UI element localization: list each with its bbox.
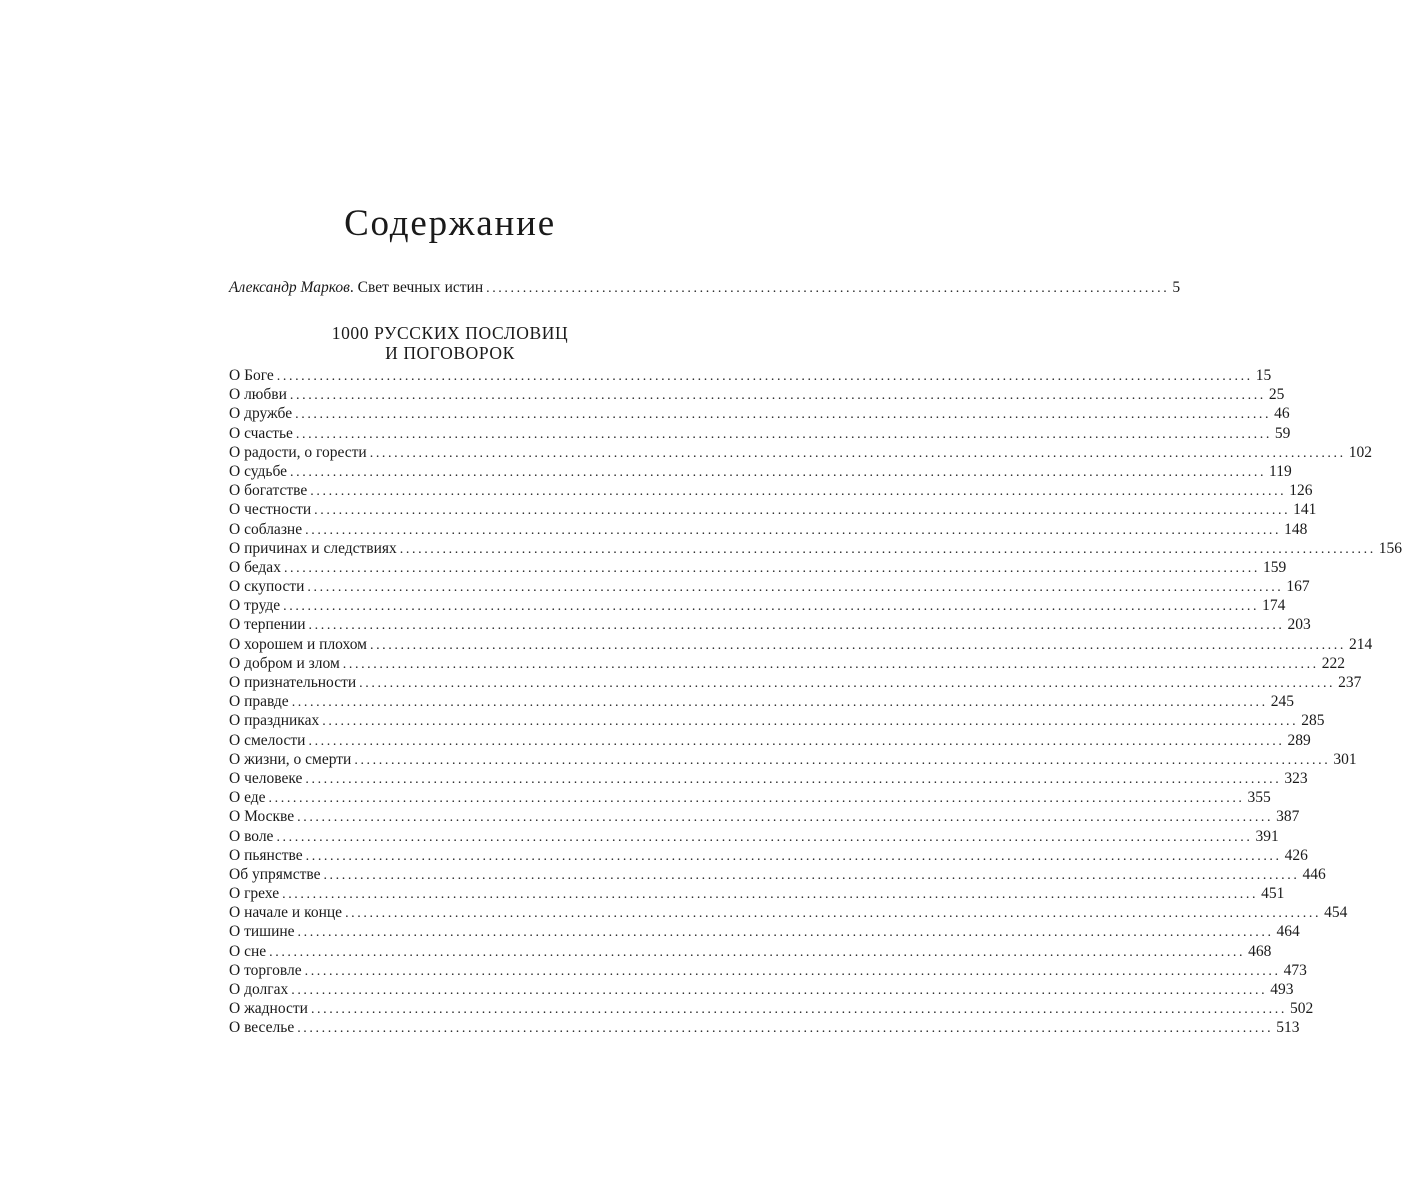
toc-entry-page-number: 222 — [1321, 654, 1346, 672]
toc-entry-title: О Москве — [229, 808, 295, 826]
toc-entry-title: О хорошем и плохом — [229, 635, 367, 653]
dot-leader: ................................................................................................................................................................ — [354, 752, 1331, 768]
toc-entry-page-number: 391 — [1255, 827, 1279, 845]
intro-separator: . — [349, 279, 358, 296]
dot-leader: ................................................................................................................................................................ — [305, 771, 1282, 787]
toc-entry-page-number: 148 — [1284, 520, 1308, 538]
intro-title: Свет вечных истин — [357, 279, 484, 296]
toc-entry[interactable] — [229, 903, 1348, 922]
toc-entry[interactable] — [229, 692, 1294, 711]
toc-entry-page-number: 323 — [1284, 769, 1308, 787]
toc-entry[interactable] — [229, 922, 1300, 941]
dot-leader: ................................................................................................................................................................ — [282, 887, 1259, 903]
toc-entry-page-number: 446 — [1302, 865, 1326, 883]
toc-entry[interactable] — [229, 385, 1285, 404]
toc-entry-page-number: 468 — [1248, 942, 1272, 960]
toc-entry-title: О соблазне — [229, 520, 303, 538]
section-heading-line-2: И ПОГОВОРОК — [385, 343, 515, 363]
dot-leader: ................................................................................................................................................................ — [399, 541, 1376, 557]
toc-entry-title: О торговле — [229, 961, 302, 979]
toc-entry-page-number: 156 — [1378, 539, 1402, 557]
toc-entry-page-number: 355 — [1247, 789, 1271, 807]
toc-entry-title: О скупости — [229, 578, 305, 596]
intro-row[interactable] — [229, 277, 1181, 299]
toc-entry[interactable] — [229, 865, 1326, 884]
toc-entry-title: О еде — [229, 789, 266, 807]
toc-entry-page-number: 203 — [1287, 616, 1311, 634]
dot-leader: ................................................................................................................................................................ — [310, 484, 1287, 500]
toc-entry[interactable] — [229, 884, 1285, 903]
toc-entry-title: О пьянстве — [229, 846, 303, 864]
toc-entry-page-number: 15 — [1255, 367, 1272, 384]
dot-leader: ................................................................................................................................................................ — [305, 848, 1282, 864]
toc-entry-title: О бедах — [229, 558, 281, 576]
toc-entry[interactable] — [229, 615, 1311, 634]
toc-entry-title: Об упрямстве — [229, 865, 321, 883]
toc-entry[interactable] — [229, 577, 1310, 596]
intro-label — [229, 277, 486, 299]
dot-leader: ................................................................................................................................................................ — [308, 733, 1285, 749]
toc-entry-page-number: 493 — [1270, 981, 1294, 998]
dot-leader: ................................................................................................................................................................ — [297, 925, 1274, 941]
page-title: Содержание — [344, 203, 556, 244]
dot-leader: ................................................................................................................................................................ — [342, 656, 1319, 672]
toc-entry-title: О честности — [229, 501, 312, 519]
dot-leader: ................................................................................................................................................................ — [276, 829, 1253, 845]
toc-entry-page-number: 473 — [1283, 961, 1307, 979]
toc-entry-title: О жадности — [229, 1000, 308, 1018]
toc-entry-title: О сне — [229, 942, 267, 960]
toc-entry-title: О радости, о горести — [229, 443, 367, 461]
toc-entry-page-number: 285 — [1301, 712, 1325, 730]
section-heading-line-1: 1000 РУССКИХ ПОСЛОВИЦ — [331, 323, 569, 343]
dot-leader: ................................................................................................................................................................ — [269, 944, 1246, 960]
toc-entry[interactable] — [229, 1018, 1300, 1037]
dot-leader: ................................................................................................................................................................ — [322, 714, 1299, 730]
dot-leader: ................................................................................................................................................................ — [276, 369, 1253, 384]
toc-entry[interactable] — [229, 366, 1272, 385]
dot-leader: ................................................................................................................ — [486, 281, 1170, 296]
toc-entry[interactable] — [229, 481, 1313, 500]
dot-leader: ................................................................................................................................................................ — [310, 1002, 1287, 1018]
toc-entry-page-number: 167 — [1286, 578, 1310, 596]
toc-entry[interactable] — [229, 539, 1402, 558]
dot-leader: ................................................................................................................................................................ — [359, 676, 1336, 691]
toc-entry-title: О воле — [229, 827, 274, 845]
dot-leader: ................................................................................................................................................................ — [308, 618, 1285, 634]
dot-leader: ................................................................................................................................................................ — [291, 983, 1268, 998]
toc-entry[interactable] — [229, 558, 1287, 577]
toc-entry[interactable] — [229, 827, 1279, 846]
toc-entry-title: О признательности — [229, 674, 357, 691]
toc-entry[interactable] — [229, 462, 1292, 481]
toc-entry[interactable] — [229, 999, 1314, 1018]
toc-entry-title: О грехе — [229, 885, 280, 903]
toc-entry-page-number: 464 — [1276, 923, 1300, 941]
toc-entry-title: О смелости — [229, 731, 306, 749]
toc-entry-title: О жизни, о смерти — [229, 750, 352, 768]
section-heading — [0, 323, 900, 363]
dot-leader: ................................................................................................................................................................ — [297, 810, 1274, 826]
toc-entry[interactable] — [229, 731, 1311, 750]
toc-entry[interactable] — [229, 424, 1291, 443]
toc-entry-page-number: 174 — [1262, 597, 1286, 615]
toc-entry-title: О судьбе — [229, 462, 288, 480]
chapter-list — [229, 366, 1402, 1038]
toc-entry-page-number: 119 — [1269, 462, 1292, 480]
toc-entry-title: О любви — [229, 386, 287, 404]
dot-leader: ................................................................................................................................................................ — [291, 695, 1268, 711]
intro-entry — [229, 277, 1181, 299]
toc-entry[interactable] — [229, 980, 1294, 999]
toc-entry[interactable] — [229, 846, 1308, 865]
dot-leader: ................................................................................................................................................................ — [283, 599, 1260, 615]
toc-entry-page-number: 502 — [1289, 1000, 1314, 1018]
toc-entry-title: О причинах и следствиях — [229, 539, 397, 557]
toc-entry[interactable] — [229, 807, 1300, 826]
toc-entry-page-number: 46 — [1274, 405, 1290, 423]
toc-entry-page-number: 237 — [1338, 674, 1362, 691]
toc-entry-title: О начале и конце — [229, 904, 343, 922]
intro-page-number: 5 — [1172, 279, 1181, 296]
dot-leader: ................................................................................................................................................................ — [283, 560, 1260, 576]
dot-leader: ................................................................................................................................................................ — [290, 464, 1267, 480]
toc-entry-page-number: 426 — [1284, 846, 1308, 864]
toc-entry-title: О труде — [229, 597, 281, 615]
toc-entry-title: О дружбе — [229, 405, 293, 423]
dot-leader: ................................................................................................................................................................ — [307, 580, 1284, 596]
toc-entry-page-number: 126 — [1289, 482, 1313, 500]
dot-leader: ................................................................................................................................................................ — [297, 1021, 1274, 1037]
toc-entry-title: О терпении — [229, 616, 306, 634]
dot-leader: ................................................................................................................................................................ — [304, 963, 1281, 979]
intro-author: Александр Марков — [229, 279, 350, 296]
dot-leader: ................................................................................................................................................................ — [369, 445, 1346, 461]
toc-entry-page-number: 289 — [1287, 731, 1311, 749]
toc-entry-title: О правде — [229, 693, 289, 711]
toc-entry-title: О долгах — [229, 981, 289, 998]
toc-entry-title: О тишине — [229, 923, 295, 941]
dot-leader: ................................................................................................................................................................ — [295, 426, 1272, 442]
toc-entry[interactable] — [229, 596, 1286, 615]
toc-entry[interactable] — [229, 635, 1373, 654]
toc-entry-page-number: 387 — [1276, 808, 1300, 826]
toc-entry-title: О веселье — [229, 1019, 295, 1037]
toc-entry-page-number: 25 — [1268, 386, 1285, 404]
toc-entry[interactable] — [229, 750, 1357, 769]
toc-entry-page-number: 214 — [1348, 635, 1373, 653]
toc-entry-page-number: 245 — [1270, 693, 1294, 711]
toc-entry[interactable] — [229, 520, 1308, 539]
toc-entry-page-number: 141 — [1293, 501, 1317, 519]
toc-entry[interactable] — [229, 404, 1290, 423]
dot-leader: ................................................................................................................................................................ — [289, 388, 1266, 404]
toc-entry[interactable] — [229, 443, 1372, 462]
toc-entry[interactable] — [229, 769, 1308, 788]
dot-leader: ................................................................................................................................................................ — [323, 867, 1300, 883]
toc-entry-title: О счастье — [229, 424, 293, 442]
toc-entry[interactable] — [229, 711, 1325, 730]
toc-entry-page-number: 454 — [1324, 904, 1348, 922]
toc-entry-title: О добром и злом — [229, 654, 340, 672]
toc-entry-page-number: 102 — [1348, 443, 1372, 461]
toc-entry-page-number: 159 — [1262, 558, 1287, 576]
toc-entry[interactable] — [229, 673, 1362, 692]
dot-leader: ................................................................................................................................................................ — [305, 522, 1282, 538]
dot-leader: ................................................................................................................................................................ — [295, 407, 1272, 423]
toc-entry[interactable] — [229, 961, 1307, 980]
toc-entry[interactable] — [229, 788, 1271, 807]
dot-leader: ................................................................................................................................................................ — [268, 791, 1245, 807]
toc-entry[interactable] — [229, 500, 1317, 519]
toc-entry-title: О Боге — [229, 367, 274, 384]
toc-entry-title: О человеке — [229, 769, 303, 787]
toc-entry[interactable] — [229, 654, 1346, 673]
toc-entry-page-number: 59 — [1274, 424, 1291, 442]
toc-entry-page-number: 513 — [1276, 1019, 1300, 1037]
dot-leader: ................................................................................................................................................................ — [369, 637, 1346, 653]
toc-entry[interactable] — [229, 942, 1272, 961]
toc-entry-page-number: 451 — [1261, 885, 1285, 903]
toc-entry-title: О праздниках — [229, 712, 320, 730]
toc-entry-title: О богатстве — [229, 482, 308, 500]
toc-entry-page-number: 301 — [1333, 750, 1357, 768]
dot-leader: ................................................................................................................................................................ — [314, 503, 1291, 519]
dot-leader: ................................................................................................................................................................ — [345, 906, 1322, 922]
